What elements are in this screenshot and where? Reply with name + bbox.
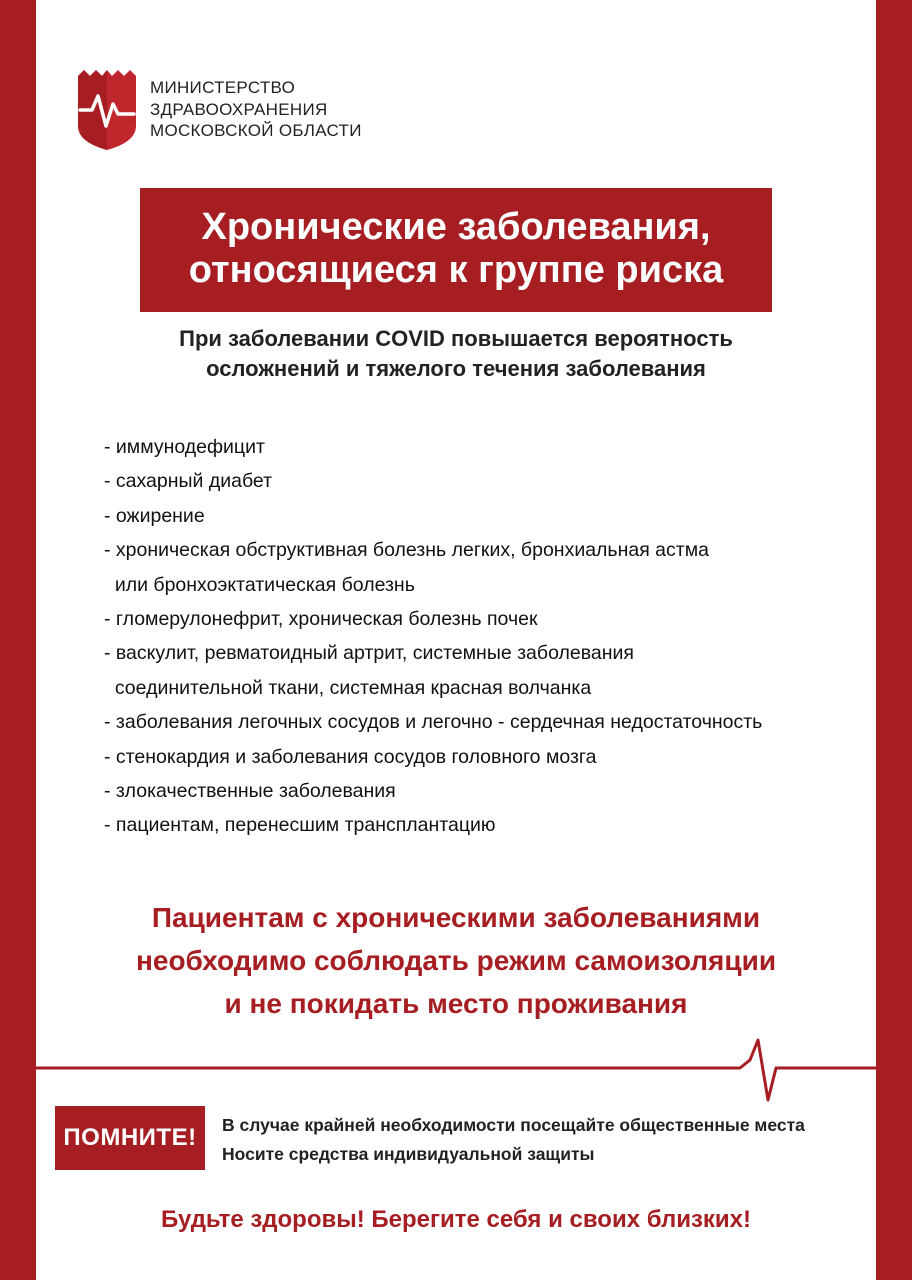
title-line: относящиеся к группе риска xyxy=(188,249,724,291)
list-item: - иммунодефицит xyxy=(104,436,265,458)
list-item: - злокачественные заболевания xyxy=(104,780,396,803)
list-item: - пациентам, перенесшим трансплантацию xyxy=(104,814,496,837)
footer-slogan: Будьте здоровы! Берегите себя и своих близких! xyxy=(161,1206,751,1233)
warning-line: и не покидать место проживания xyxy=(224,988,688,1019)
self-isolation-warning xyxy=(80,896,832,1025)
ministry-line: МИНИСТЕРСТВО xyxy=(150,78,296,97)
list-item: или бронхоэктатическая болезнь xyxy=(104,573,415,596)
ministry-line: ЗДРАВООХРАНЕНИЯ xyxy=(150,99,328,119)
remember-text xyxy=(222,1111,805,1169)
list-item: - заболевания легочных сосудов и легочно - сердечная недостаточность xyxy=(104,711,763,734)
ministry-line: МОСКОВСКОЙ ОБЛАСТИ xyxy=(150,121,362,140)
remember-line: Носите средства индивидуальной защиты xyxy=(222,1144,595,1164)
warning-line: необходимо соблюдать режим самоизоляции xyxy=(135,945,777,976)
list-item: - васкулит, ревматоидный артрит, системные заболевания xyxy=(104,642,634,665)
list-item: - сахарный диабет xyxy=(104,470,273,493)
coat-of-arms-pulse-icon xyxy=(76,70,138,150)
list-item: - гломерулонефрит, хроническая болезнь почек xyxy=(104,608,538,631)
ministry-name xyxy=(150,77,362,142)
list-item: - ожирение xyxy=(104,504,205,527)
list-item: - стенокардия и заболевания сосудов головного мозга xyxy=(104,745,597,768)
remember-badge: ПОМНИТЕ! xyxy=(55,1106,205,1170)
title-line: Хронические заболевания, xyxy=(201,206,711,248)
risk-diseases-list xyxy=(104,430,864,843)
warning-line: Пациентам с хроническими заболеваниями xyxy=(151,902,761,933)
subtitle-line: осложнений и тяжелого течения заболевания xyxy=(206,356,706,381)
page-title xyxy=(140,188,772,312)
remember-line: В случае крайней необходимости посещайте общественные места xyxy=(222,1115,805,1135)
subtitle-line: При заболевании COVID повышается вероятность xyxy=(179,326,733,351)
list-item: соединительной ткани, системная красная волчанка xyxy=(104,676,592,699)
list-item: - хроническая обструктивная болезнь легких, бронхиальная астма xyxy=(104,539,709,562)
subtitle xyxy=(100,324,812,384)
heartbeat-line-icon xyxy=(0,1030,912,1110)
